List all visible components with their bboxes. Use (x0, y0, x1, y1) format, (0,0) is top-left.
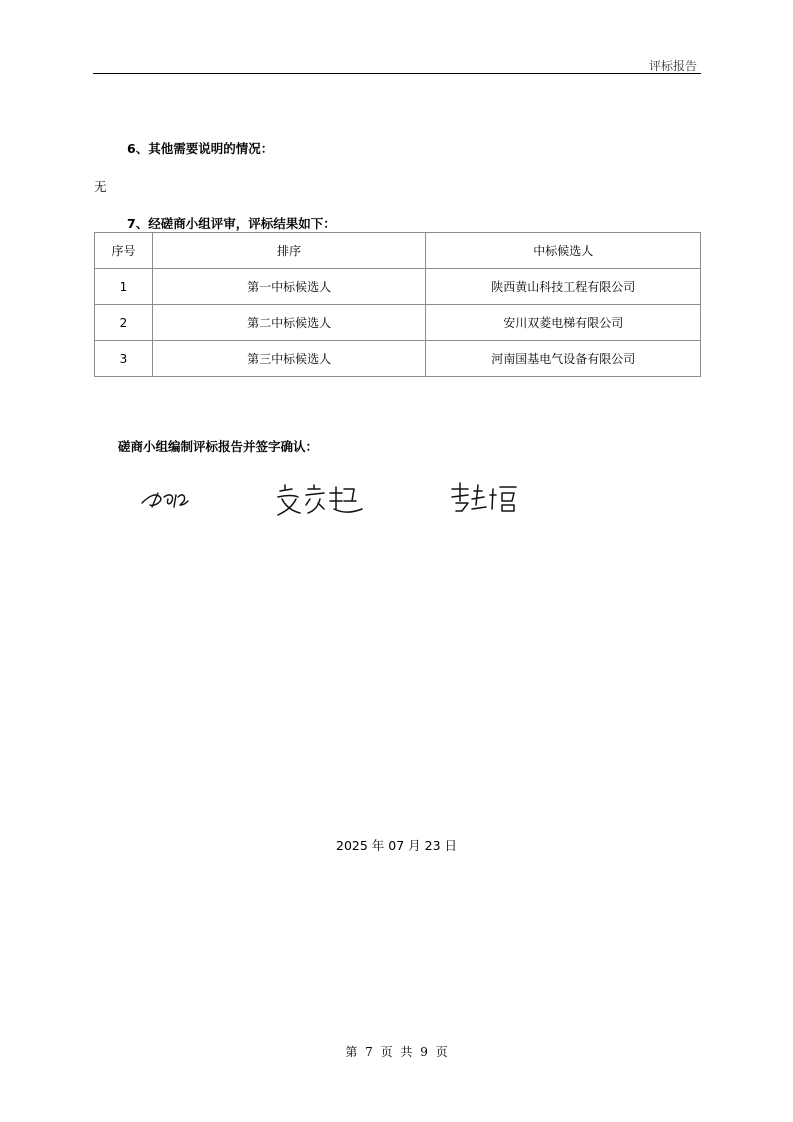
table-row (95, 269, 701, 305)
cell-candidate: 河南国基电气设备有限公司 (426, 341, 701, 377)
cell-index: 2 (95, 305, 153, 341)
signature-2 (278, 485, 362, 515)
signatures (130, 475, 550, 525)
cell-candidate: 陕西黄山科技工程有限公司 (426, 269, 701, 305)
cell-index: 3 (95, 341, 153, 377)
column-header-index: 序号 (95, 233, 153, 269)
report-date: 2025 年 07 月 23 日 (336, 838, 457, 853)
cell-rank: 第一中标候选人 (152, 269, 426, 305)
cell-rank: 第三中标候选人 (152, 341, 426, 377)
header-rule (93, 73, 701, 74)
column-header-candidate: 中标候选人 (426, 233, 701, 269)
signature-heading: 磋商小组编制评标报告并签字确认： (118, 439, 319, 454)
cell-rank: 第二中标候选人 (152, 305, 426, 341)
cell-index: 1 (95, 269, 153, 305)
signature-1 (142, 493, 188, 507)
section6-heading: 6、其他需要说明的情况： (127, 141, 274, 156)
section6-content: 无 (94, 179, 107, 194)
header-title: 评标报告 (648, 59, 697, 73)
page-footer: 第 7 页 共 9 页 (345, 1045, 448, 1059)
result-table (94, 232, 701, 377)
table-header-row (95, 233, 701, 269)
table-row (95, 341, 701, 377)
signature-3 (452, 483, 516, 511)
cell-candidate: 安川双菱电梯有限公司 (426, 305, 701, 341)
section7-heading: 7、经磋商小组评审，评标结果如下： (127, 216, 336, 231)
column-header-rank: 排序 (152, 233, 426, 269)
table-row (95, 305, 701, 341)
